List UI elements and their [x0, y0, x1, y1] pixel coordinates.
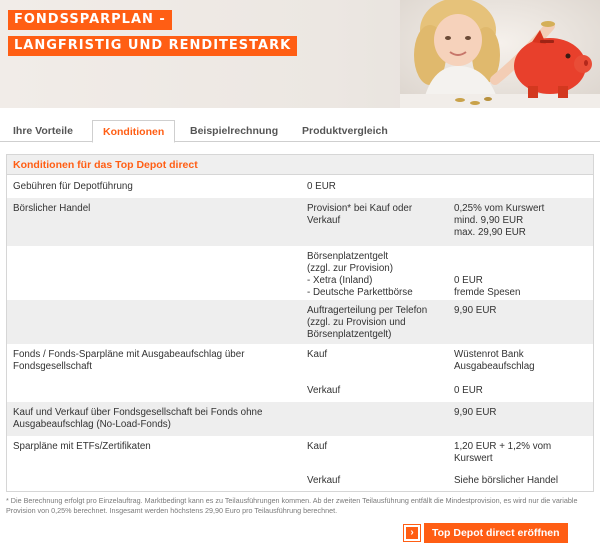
open-depot-button[interactable] [404, 523, 568, 543]
row-value: Siehe börslicher Handel [454, 475, 559, 486]
table-row [7, 300, 593, 344]
headline-line-1: FONDSSPARPLAN - [8, 10, 172, 30]
row-condition: Kauf [307, 441, 328, 452]
row-label: Sparpläne mit ETFs/Zertifikaten [13, 441, 151, 452]
row-condition: Kauf [307, 349, 328, 360]
chevron-right-icon: › [404, 525, 420, 541]
hero-banner [0, 0, 600, 108]
row-value: 0 EUR [454, 385, 483, 396]
row-label: Kauf und Verkauf über Fondsgesellschaft bei Fonds ohne Ausgabeaufschlag (No-Load-Fonds) [13, 407, 263, 430]
table-row [7, 470, 593, 492]
row-value: 9,90 EUR [454, 305, 497, 316]
tab-bar [0, 118, 600, 142]
table-row [7, 198, 593, 246]
child-piggybank-photo [400, 0, 600, 108]
tab-ihre-vorteile[interactable]: Ihre Vorteile [13, 125, 73, 137]
table-row [7, 344, 593, 380]
row-value: 1,20 EUR + 1,2% vom Kurswert [454, 441, 552, 464]
tab-produktvergleich[interactable]: Produktvergleich [302, 125, 388, 137]
conditions-table-title: Konditionen für das Top Depot direct [7, 155, 593, 175]
row-condition: Börsenplatzentgelt (zzgl. zur Provision) - Xetra (Inland) - Deutsche Parkettbörse [307, 251, 413, 298]
row-condition: 0 EUR [307, 181, 336, 192]
conditions-table [6, 154, 594, 492]
row-condition: Verkauf [307, 475, 341, 486]
table-row [7, 436, 593, 470]
table-row [7, 380, 593, 402]
row-label: Gebühren für Depotführung [13, 181, 133, 192]
headline-line-2: LANGFRISTIG UND RENDITESTARK [8, 36, 297, 56]
row-condition: Auftragerteilung per Telefon (zzgl. zu Provision und Börsenplatzentgelt) [307, 305, 428, 340]
row-value: 0 EUR fremde Spesen [454, 275, 521, 298]
row-value: 9,90 EUR [454, 407, 497, 418]
table-row [7, 246, 593, 300]
row-value: 0,25% vom Kurswert mind. 9,90 EUR max. 29,90 EUR [454, 203, 545, 238]
row-condition: Provision* bei Kauf oder Verkauf [307, 203, 413, 226]
tab-beispielrechnung[interactable]: Beispielrechnung [190, 125, 279, 137]
row-label: Börslicher Handel [13, 203, 91, 214]
row-label: Fonds / Fonds-Sparpläne mit Ausgabeaufschlag über Fondsgesellschaft [13, 349, 245, 372]
footnote: * Die Berechnung erfolgt pro Einzelauftrag. Marktbedingt kann es zu Teilausführungen kommen. Ab der zweiten Teilausführung entfällt die Mindestprovision, es wird nur die variable Provision von 0,25% berechnet. Insgesamt werden höchstens 29,90 Euro pro Teilausführung berechnet. [6, 496, 578, 515]
table-row [7, 402, 593, 436]
row-value: Wüstenrot Bank Ausgabeaufschlag [454, 349, 535, 372]
table-row [7, 176, 593, 198]
row-condition: Verkauf [307, 385, 341, 396]
tab-konditionen[interactable]: Konditionen [92, 120, 175, 143]
open-depot-button-label: Top Depot direct eröffnen [424, 523, 568, 543]
